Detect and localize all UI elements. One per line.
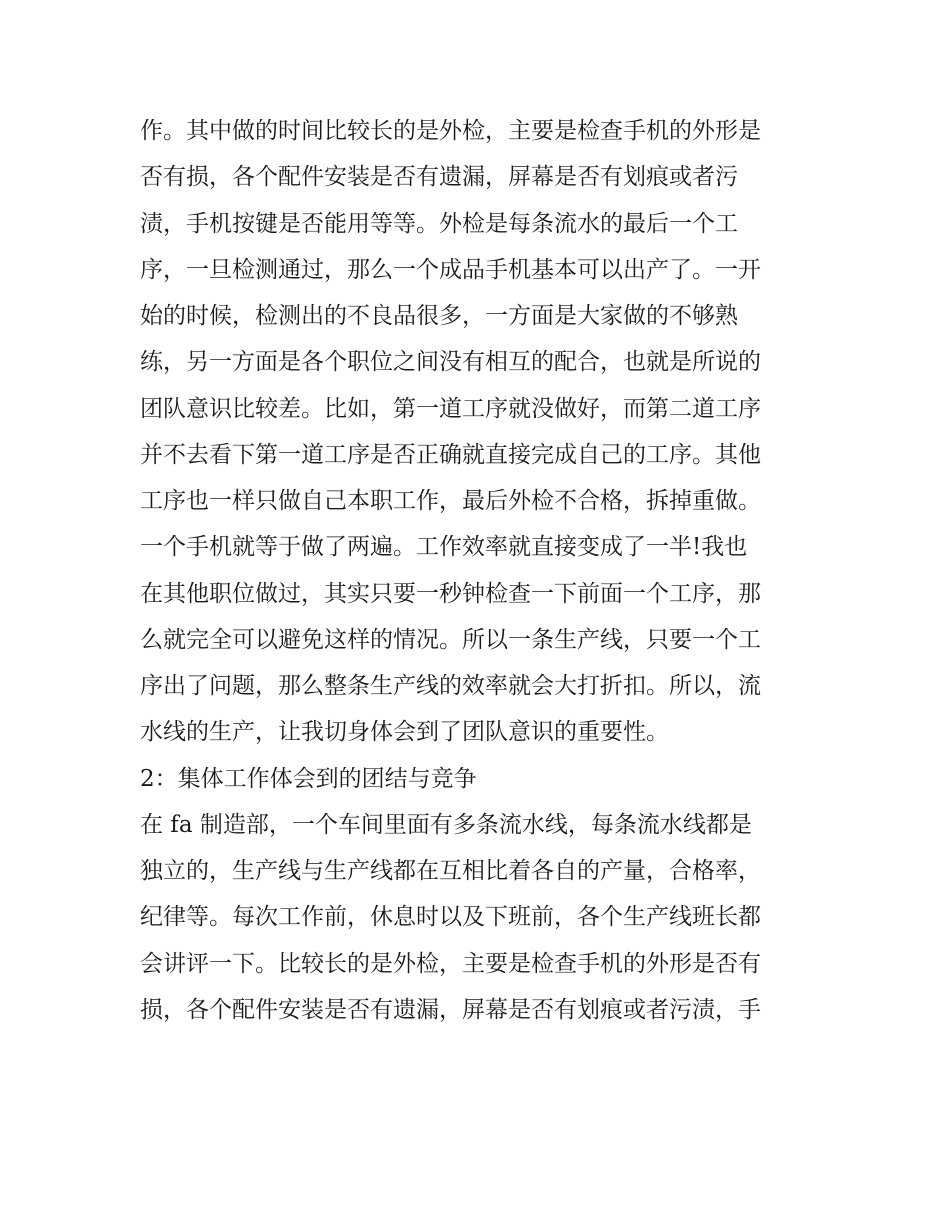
text-line: 否有损，各个配件安装是否有遗漏，屏幕是否有划痕或者污 [140,164,738,191]
text-line: 团队意识比较差。比如，第一道工序就没做好，而第二道工序 [140,395,761,422]
text-line: 会讲评一下。比较长的是外检，主要是检查手机的外形是否有 [140,950,761,977]
text-line: 在其他职位做过，其实只要一秒钟检查一下前面一个工序，那 [140,580,761,607]
text-line: 在 fa 制造部，一个车间里面有多条流水线，每条流水线都是 [140,811,752,838]
text-line: 一个手机就等于做了两遍。工作效率就直接变成了一半!我也 [140,534,748,561]
text-line: 纪律等。每次工作前，休息时以及下班前，各个生产线班长都 [140,904,761,931]
text-line: 始的时候，检测出的不良品很多，一方面是大家做的不够熟 [140,303,738,329]
text-line: 损，各个配件安装是否有遗漏，屏幕是否有划痕或者污渍，手 [140,996,761,1023]
text-line: 水线的生产，让我切身体会到了团队意识的重要性。 [140,719,669,746]
text-line: 并不去看下第一道工序是否正确就直接完成自己的工序。其他 [140,441,761,468]
text-line: 序出了问题，那么整条生产线的效率就会大打折扣。所以，流 [140,673,761,699]
document-body [140,108,820,1033]
section-heading: 2：集体工作体会到的团结与竞争 [140,765,477,792]
text-line: 渍，手机按键是否能用等等。外检是每条流水的最后一个工 [140,210,738,237]
text-line: 序，一旦检测通过，那么一个成品手机基本可以出产了。一开 [140,256,761,283]
text-line: 独立的，生产线与生产线都在互相比着各自的产量，合格率， [140,858,761,884]
text-line: 作。其中做的时间比较长的是外检，主要是检查手机的外形是 [140,118,761,144]
text-line: 么就完全可以避免这样的情况。所以一条生产线，只要一个工 [140,626,761,653]
text-line: 工序也一样只做自己本职工作，最后外检不合格，拆掉重做。 [140,488,761,514]
text-line: 练，另一方面是各个职位之间没有相互的配合，也就是所说的 [140,349,761,376]
